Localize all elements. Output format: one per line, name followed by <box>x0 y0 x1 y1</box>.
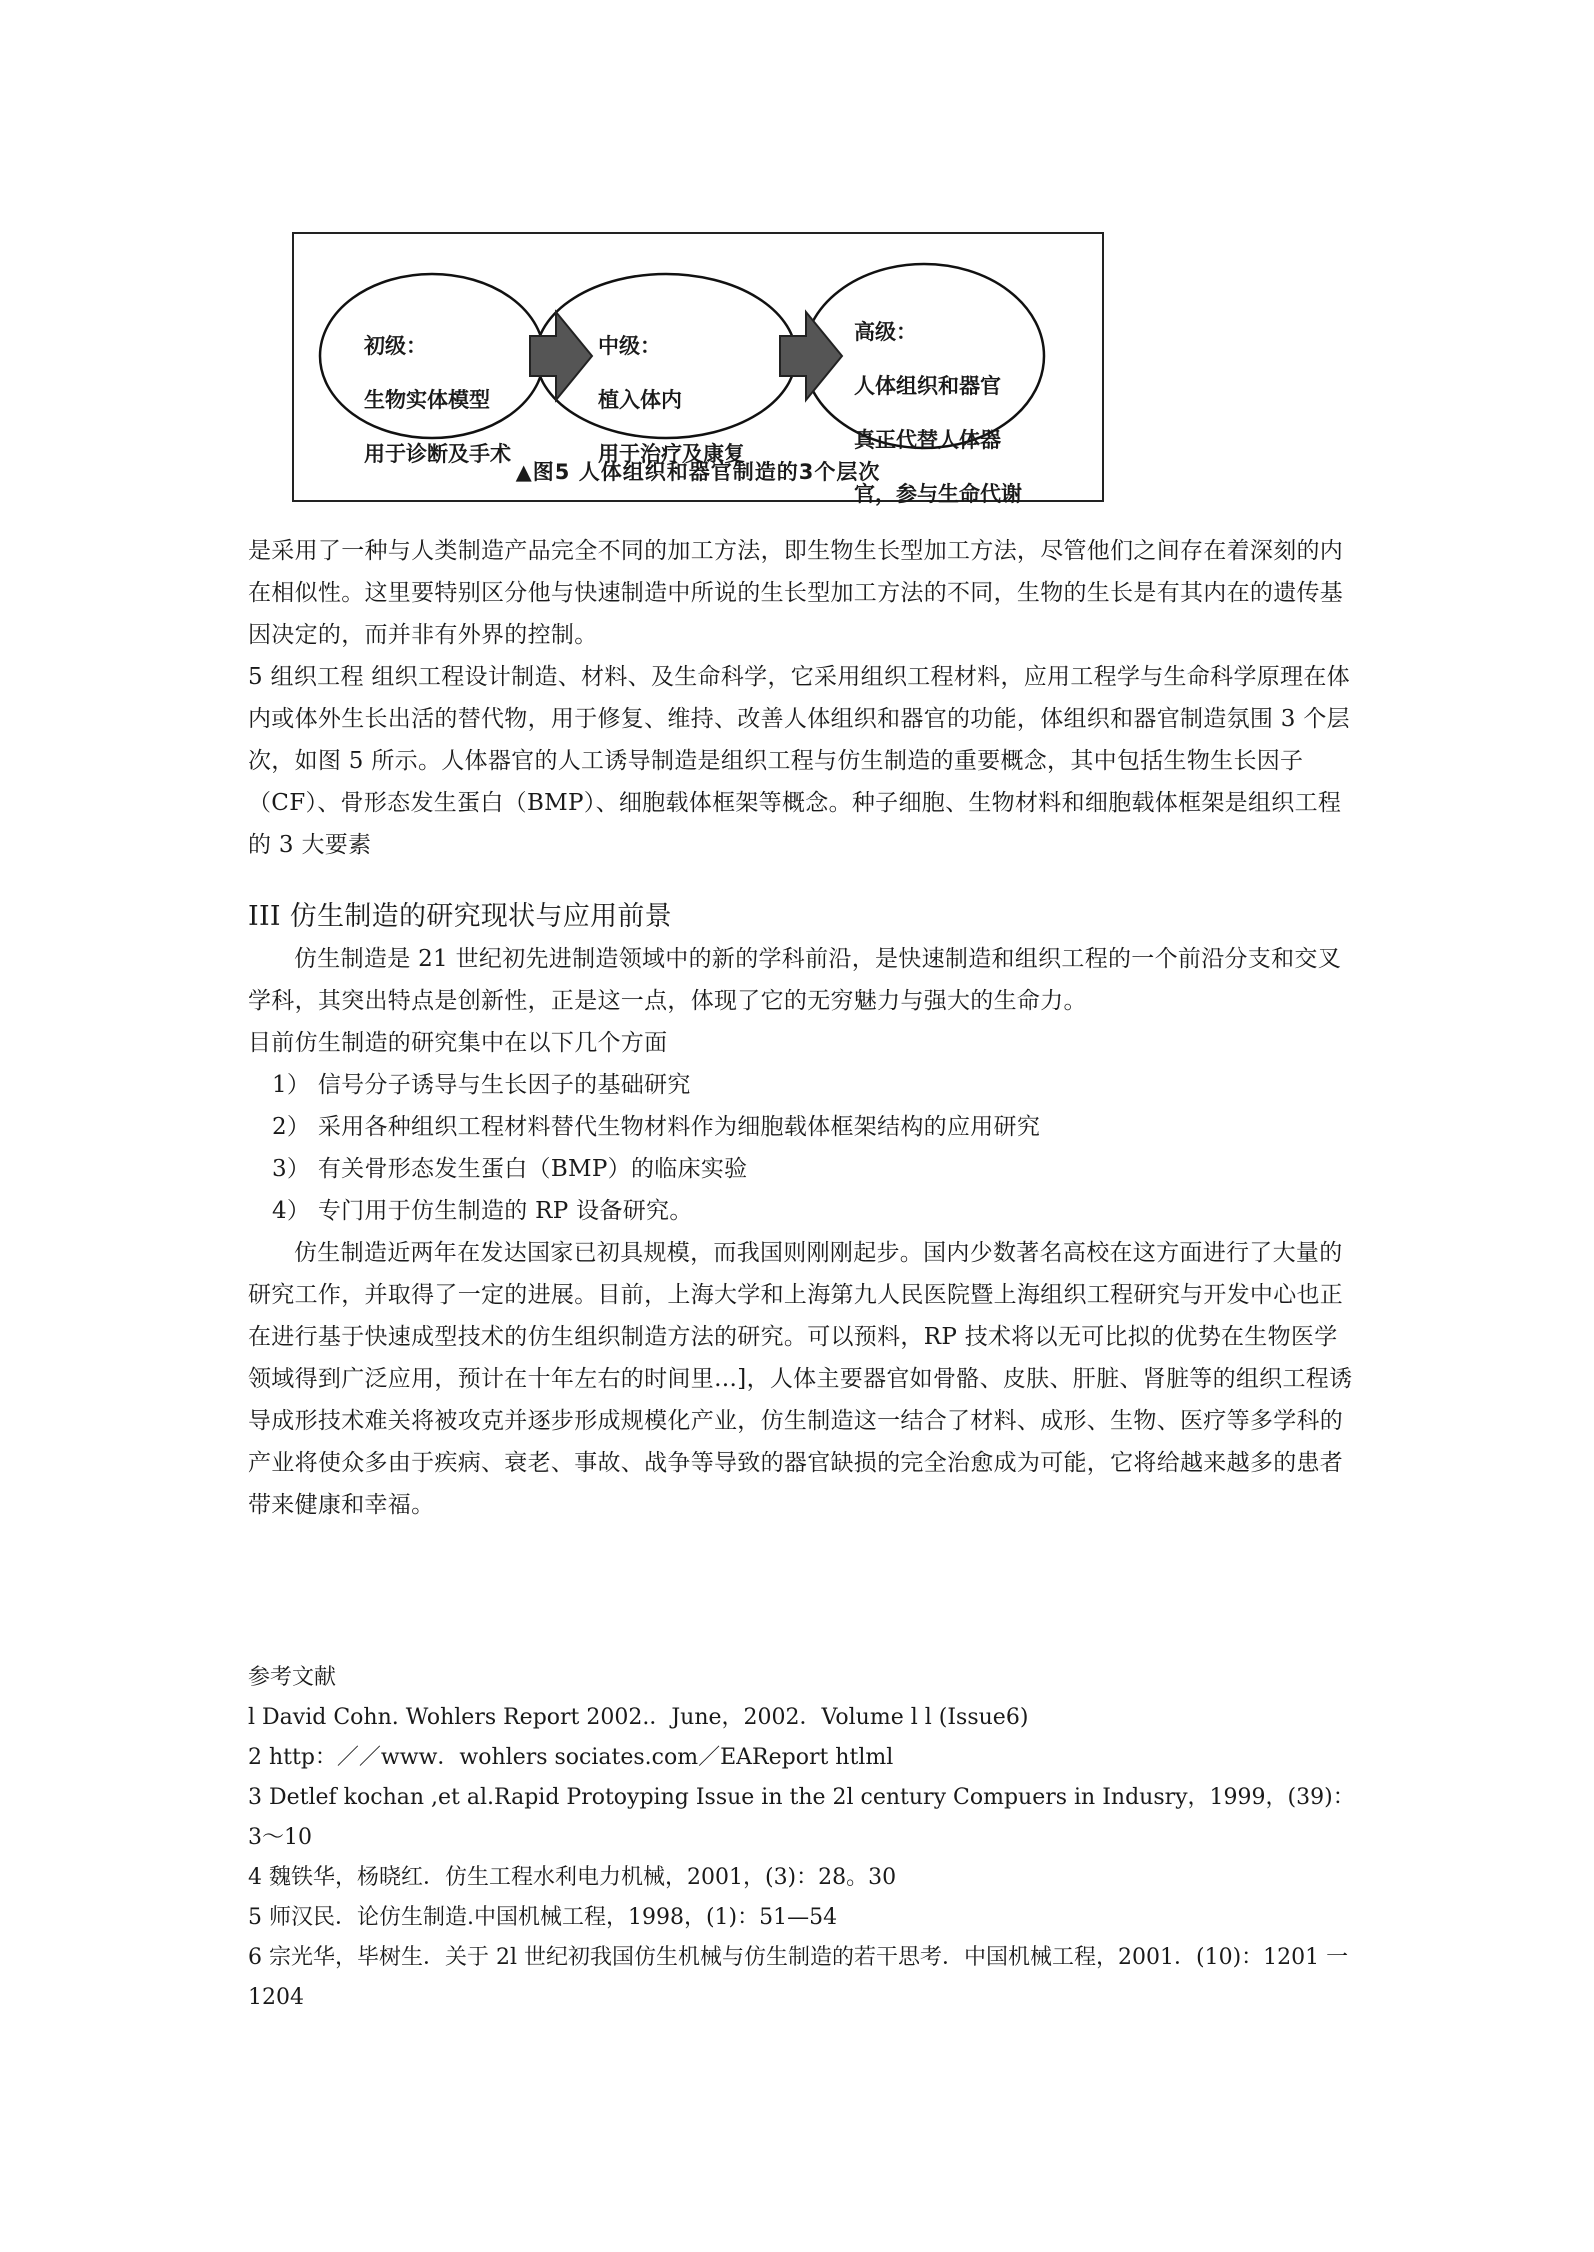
stage-advanced-line3: 官，参与生命代谢 <box>854 482 1022 506</box>
stage-basic-line1: 生物实体模型 <box>364 388 490 412</box>
reference-4: 4 魏铁华，杨晓红．仿生工程水利电力机械，2001，(3)：28。30 <box>248 1865 897 1890</box>
stage-intermediate-line1: 植入体内 <box>598 388 682 412</box>
stage-advanced-title: 高级： <box>854 320 917 344</box>
section-heading: III 仿生制造的研究现状与应用前景 <box>248 901 672 932</box>
list-item-4: 4） 专门用于仿生制造的 RP 设备研究。 <box>272 1198 693 1224</box>
reference-3: 3 Detlef kochan ,et al.Rapid Protoyping Issue in the 2l century Compuers in Indusry，1999，(39)：3～10 <box>248 1785 1355 1850</box>
paragraph-bionic-intro: 仿生制造是 21 世纪初先进制造领域中的新的学科前沿，是快速制造和组织工程的一个前沿分支和交叉学科，其突出特点是创新性，正是这一点，体现了它的无穷魅力与强大的生命力。 <box>248 946 1341 1014</box>
list-item-3: 3） 有关骨形态发生蛋白（BMP）的临床实验 <box>272 1156 748 1182</box>
stage-intermediate-line2: 用于治疗及康复 <box>598 442 745 466</box>
main-text <box>248 530 1358 1526</box>
list-item-2: 2） 采用各种组织工程材料替代生物材料作为细胞载体框架结构的应用研究 <box>272 1114 1041 1140</box>
references <box>248 1658 1358 2018</box>
reference-2: 2 http：／／www．wohlers sociates.com／EAReport htlml <box>248 1745 894 1770</box>
paragraph-research-areas: 目前仿生制造的研究集中在以下几个方面 <box>248 1030 668 1056</box>
stage-basic-line2: 用于诊断及手术 <box>364 442 511 466</box>
stage-intermediate-title: 中级： <box>598 334 661 358</box>
reference-5: 5 师汉民．论仿生制造.中国机械工程，1998，(1)：51—54 <box>248 1905 838 1930</box>
list-item-1: 1） 信号分子诱导与生长因子的基础研究 <box>272 1072 691 1098</box>
paragraph-tissue-engineering: 5 组织工程 组织工程设计制造、材料、及生命科学，它采用组织工程材料，应用工程学与生命科学原理在体内或体外生长出活的替代物，用于修复、维持、改善人体组织和器官的功能，体组织和器官制造氛围 3 个层次，如图 5 所示。人体器官的人工诱导制造是组织工程与仿生制造的重要概念，其中包括生物生长因子（CF）、骨形态发生蛋白（BMP）、细胞载体框架等概念。种子细胞、生物材料和细胞载体框架是组织工程的 3 大要素 <box>248 664 1350 858</box>
stage-basic <box>364 306 511 468</box>
figure-caption: ▲图5 人体组织和器官制造的3个层次 <box>515 460 881 484</box>
paragraph-outlook: 仿生制造近两年在发达国家已初具规模，而我国则刚刚起步。国内少数著名高校在这方面进行了大量的研究工作，并取得了一定的进展。目前，上海大学和上海第九人民医院暨上海组织工程研究与开发中心也正在进行基于快速成型技术的仿生组织制造方法的研究。可以预料，RP 技术将以无可比拟的优势在生物医学领域得到广泛应用，预计在十年左右的时间里…]，人体主要器官如骨骼、皮肤、肝脏、肾脏等的组织工程诱导成形技术难关将被攻克并逐步形成规模化产业，仿生制造这一结合了材料、成形、生物、医疗等多学科的产业将使众多由于疾病、衰老、事故、战争等导致的器官缺损的完全治愈成为可能，它将给越来越多的患者带来健康和幸福。 <box>248 1240 1353 1518</box>
stage-basic-title: 初级： <box>364 334 427 358</box>
figure-diagram <box>292 232 1104 506</box>
stage-advanced-line2: 真正代替人体器 <box>854 428 1001 452</box>
stage-intermediate <box>598 306 745 468</box>
references-heading: 参考文献 <box>248 1665 337 1690</box>
paragraph-growth: 是采用了一种与人类制造产品完全不同的加工方法，即生物生长型加工方法，尽管他们之间存在着深刻的内在相似性。这里要特别区分他与快速制造中所说的生长型加工方法的不同，生物的生长是有其内在的遗传基因决定的，而并非有外界的控制。 <box>248 538 1344 648</box>
reference-1: l David Cohn. Wohlers Report 2002.．June，2002．Volume l l (Issue6) <box>248 1705 1029 1730</box>
reference-6: 6 宗光华，毕树生．关于 2l 世纪初我国仿生机械与仿生制造的若干思考．中国机械工程，2001．(10)：1201 一 1204 <box>248 1945 1349 2010</box>
stage-advanced-line1: 人体组织和器官 <box>854 374 1001 398</box>
